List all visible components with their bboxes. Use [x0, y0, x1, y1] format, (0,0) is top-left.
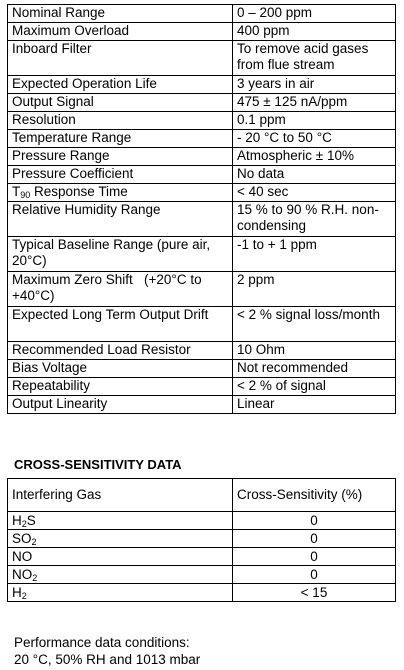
gas-name	[8, 584, 233, 602]
t-subscript: 90	[20, 190, 31, 200]
spec-value: 0.1 ppm	[233, 112, 396, 130]
spec-label: Maximum Zero Shift (+20°C to +40°C)	[8, 272, 233, 307]
footnote-line: 20 °C, 50% RH and 1013 mbar	[14, 652, 201, 667]
spec-value: -1 to + 1 ppm	[233, 237, 396, 272]
spec-value: < 40 sec	[233, 184, 396, 202]
gas-subscript: 2	[21, 518, 27, 529]
spec-row	[8, 23, 396, 41]
cross-sensitivity-title: CROSS-SENSITIVITY DATA	[14, 457, 182, 472]
spec-row	[8, 148, 396, 166]
t-symbol: T	[12, 184, 21, 199]
gas-value: 0	[233, 530, 396, 548]
spec-row	[8, 76, 396, 94]
gas-value: 0	[233, 548, 396, 566]
gas-subscript: 2	[31, 536, 37, 547]
cross-sensitivity-table	[7, 478, 396, 602]
gas-name	[8, 566, 233, 584]
spec-value: To remove acid gases from flue stream	[233, 41, 396, 76]
spec-label: Typical Baseline Range (pure air, 20°C)	[8, 237, 233, 272]
spec-label: Pressure Range	[8, 148, 233, 166]
spec-label: Bias Voltage	[8, 360, 233, 378]
spec-row	[8, 112, 396, 130]
spec-value: 10 Ohm	[233, 342, 396, 360]
spec-label: Expected Long Term Output Drift	[8, 307, 233, 342]
cross-row	[8, 584, 396, 602]
gas-formula: H	[12, 512, 22, 528]
spec-label: Temperature Range	[8, 130, 233, 148]
spec-value: Not recommended	[233, 360, 396, 378]
gas-formula: NO	[12, 548, 33, 564]
interfering-gas-header: Interfering Gas	[8, 479, 233, 512]
spec-value: 0 – 200 ppm	[233, 5, 396, 23]
cross-header-row	[8, 479, 396, 512]
spec-value: No data	[233, 166, 396, 184]
spec-label: Output Signal	[8, 94, 233, 112]
spec-label: Repeatability	[8, 378, 233, 396]
spec-row	[8, 396, 396, 414]
spec-label: Output Linearity	[8, 396, 233, 414]
cross-row	[8, 530, 396, 548]
spec-row	[8, 94, 396, 112]
gas-subscript: 2	[21, 590, 27, 601]
gas-formula: SO	[12, 530, 32, 546]
spec-label: Pressure Coefficient	[8, 166, 233, 184]
spec-row	[8, 272, 396, 307]
spec-value: 15 % to 90 % R.H. non-condensing	[233, 202, 396, 237]
spec-row	[8, 342, 396, 360]
spec-label: Resolution	[8, 112, 233, 130]
spec-value: 3 years in air	[233, 76, 396, 94]
spec-value: 2 ppm	[233, 272, 396, 307]
gas-formula: H	[12, 584, 22, 600]
gas-value: 0	[233, 512, 396, 530]
spec-row	[8, 202, 396, 237]
spec-value: Atmospheric ± 10%	[233, 148, 396, 166]
spec-row	[8, 5, 396, 23]
spec-row	[8, 237, 396, 272]
spec-value: 475 ± 125 nA/ppm	[233, 94, 396, 112]
gas-value: < 15	[233, 584, 396, 602]
spec-label: Expected Operation Life	[8, 76, 233, 94]
cross-row	[8, 548, 396, 566]
footnote-line: Performance data conditions:	[14, 635, 190, 650]
gas-name	[8, 548, 233, 566]
specifications-table	[7, 4, 396, 414]
gas-name	[8, 512, 233, 530]
spec-value: Linear	[233, 396, 396, 414]
spec-row	[8, 130, 396, 148]
cross-row	[8, 512, 396, 530]
spec-label: Nominal Range	[8, 5, 233, 23]
gas-formula: NO	[12, 566, 33, 582]
spec-row	[8, 360, 396, 378]
spec-row	[8, 378, 396, 396]
spec-value: - 20 °C to 50 °C	[233, 130, 396, 148]
spec-row	[8, 166, 396, 184]
spec-value: < 2 % signal loss/month	[233, 307, 396, 342]
gas-subscript: 2	[32, 572, 38, 583]
spec-row	[8, 307, 396, 342]
spec-row	[8, 41, 396, 76]
response-time-text: Response Time	[30, 184, 128, 199]
gas-formula-tail: S	[26, 512, 36, 528]
spec-row	[8, 184, 396, 202]
spec-label: Inboard Filter	[8, 41, 233, 76]
gas-value: 0	[233, 566, 396, 584]
cross-row	[8, 566, 396, 584]
spec-value: < 2 % of signal	[233, 378, 396, 396]
spec-label	[8, 184, 233, 202]
cross-sensitivity-header: Cross-Sensitivity (%)	[233, 479, 396, 512]
gas-name	[8, 530, 233, 548]
spec-label: Maximum Overload	[8, 23, 233, 41]
spec-label: Recommended Load Resistor	[8, 342, 233, 360]
performance-footnote	[14, 634, 200, 668]
spec-label: Relative Humidity Range	[8, 202, 233, 237]
spec-value: 400 ppm	[233, 23, 396, 41]
